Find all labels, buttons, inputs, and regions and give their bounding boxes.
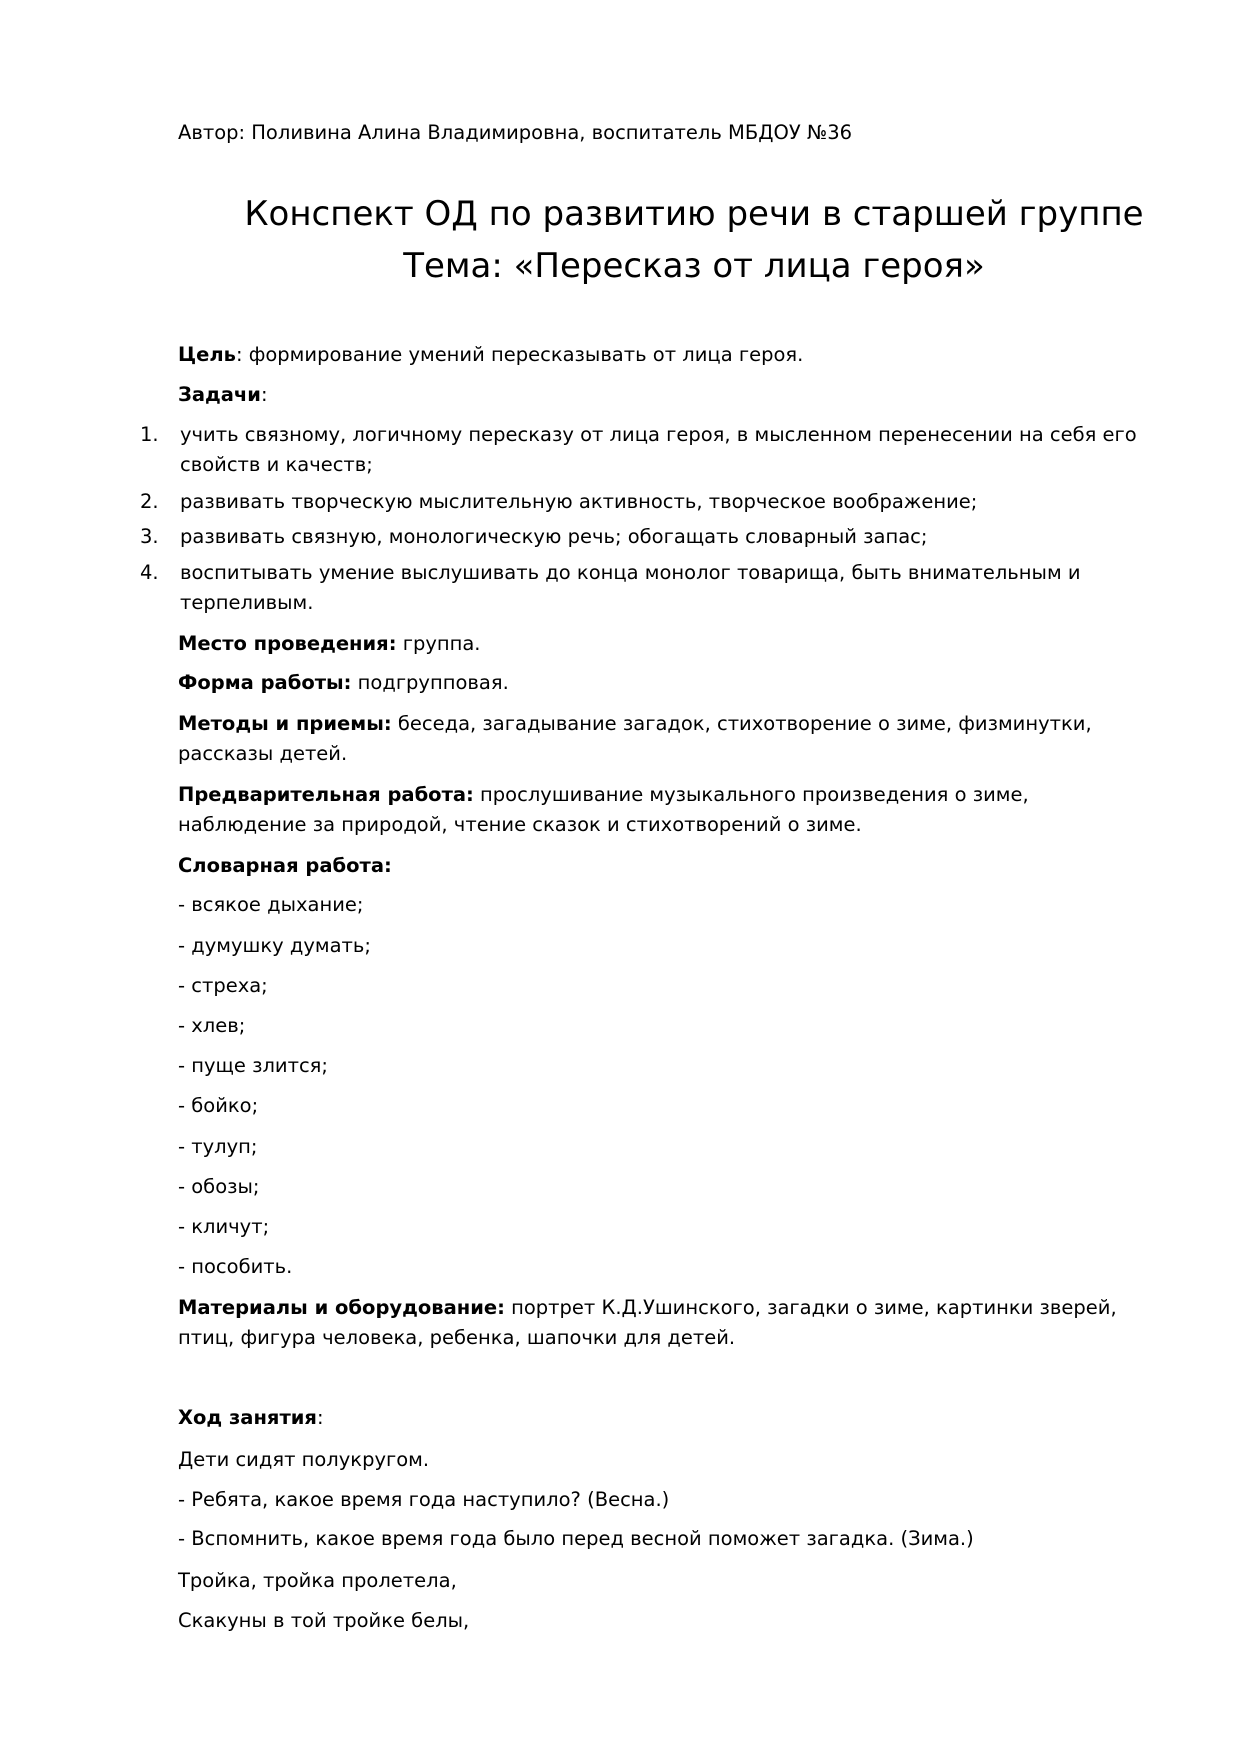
vocab-item: - кличут; — [178, 1215, 270, 1238]
vocab-item: - тулуп; — [178, 1135, 258, 1158]
lesson-label: Ход занятия — [178, 1406, 317, 1429]
list-number: 1. — [140, 423, 159, 446]
prelim-paragraph — [178, 780, 1158, 840]
methods-paragraph — [178, 709, 1158, 769]
list-number: 3. — [140, 525, 159, 548]
vocab-item: - обозы; — [178, 1175, 260, 1198]
form-label: Форма работы: — [178, 671, 352, 694]
methods-text: беседа, загадывание загадок, стихотворение о зиме, физминутки, рассказы детей. — [178, 712, 1092, 765]
tasks-heading — [178, 380, 268, 410]
goal-label: Цель — [178, 343, 236, 366]
materials-paragraph — [178, 1293, 1158, 1353]
materials-text: портрет К.Д.Ушинского, загадки о зиме, картинки зверей, птиц, фигура человека, ребенка, шапочки для детей. — [178, 1296, 1117, 1349]
prelim-text: прослушивание музыкального произведения о зиме, наблюдение за природой, чтение сказок и стихотворений о зиме. — [178, 783, 1029, 836]
document-title: Конспект ОД по развитию речи в старшей группе — [244, 194, 1144, 234]
place-paragraph — [178, 629, 481, 659]
lesson-line: - Вспомнить, какое время года было перед весной поможет загадка. (Зима.) — [178, 1527, 974, 1550]
vocab-item: - пособить. — [178, 1255, 293, 1278]
vocab-item: - стреха; — [178, 974, 268, 997]
place-label: Место проведения: — [178, 632, 397, 655]
materials-label: Материалы и оборудование: — [178, 1296, 505, 1319]
goal-paragraph — [178, 340, 803, 370]
vocab-label: Словарная работа: — [178, 854, 392, 877]
tasks-label: Задачи — [178, 383, 261, 406]
lesson-colon: : — [316, 1406, 324, 1429]
vocab-item: - всякое дыхание; — [178, 893, 364, 916]
lesson-line: Дети сидят полукругом. — [178, 1448, 430, 1471]
vocab-item: - думушку думать; — [178, 934, 371, 957]
lesson-line: Скакуны в той тройке белы, — [178, 1609, 470, 1632]
list-item: учить связному, логичному пересказу от лица героя, в мысленном перенесении на себя его свойств и качеств; — [180, 423, 1137, 476]
vocab-item: - бойко; — [178, 1094, 259, 1117]
list-number: 2. — [140, 490, 159, 513]
vocab-item: - пуще злится; — [178, 1054, 328, 1077]
tasks-colon: : — [260, 383, 268, 406]
place-text: группа. — [396, 632, 481, 655]
form-paragraph — [178, 668, 509, 698]
lesson-line: - Ребята, какое время года наступило? (Весна.) — [178, 1488, 670, 1511]
vocab-item: - хлев; — [178, 1014, 246, 1037]
author-line: Автор: Поливина Алина Владимировна, воспитатель МБДОУ №36 — [178, 121, 853, 144]
methods-label: Методы и приемы: — [178, 712, 392, 735]
goal-text: : формирование умений пересказывать от лица героя. — [235, 343, 804, 366]
vocab-heading — [178, 851, 392, 881]
form-text: подгрупповая. — [351, 671, 509, 694]
prelim-label: Предварительная работа: — [178, 783, 474, 806]
document-subtitle: Тема: «Пересказ от лица героя» — [403, 246, 985, 286]
list-item: развивать связную, монологическую речь; обогащать словарный запас; — [180, 525, 928, 548]
lesson-line: Тройка, тройка пролетела, — [178, 1569, 457, 1592]
list-number: 4. — [140, 561, 159, 584]
lesson-heading — [178, 1403, 324, 1433]
list-item: развивать творческую мыслительную активность, творческое воображение; — [180, 490, 978, 513]
list-item: воспитывать умение выслушивать до конца монолог товарища, быть внимательным и терпеливым. — [180, 561, 1081, 614]
